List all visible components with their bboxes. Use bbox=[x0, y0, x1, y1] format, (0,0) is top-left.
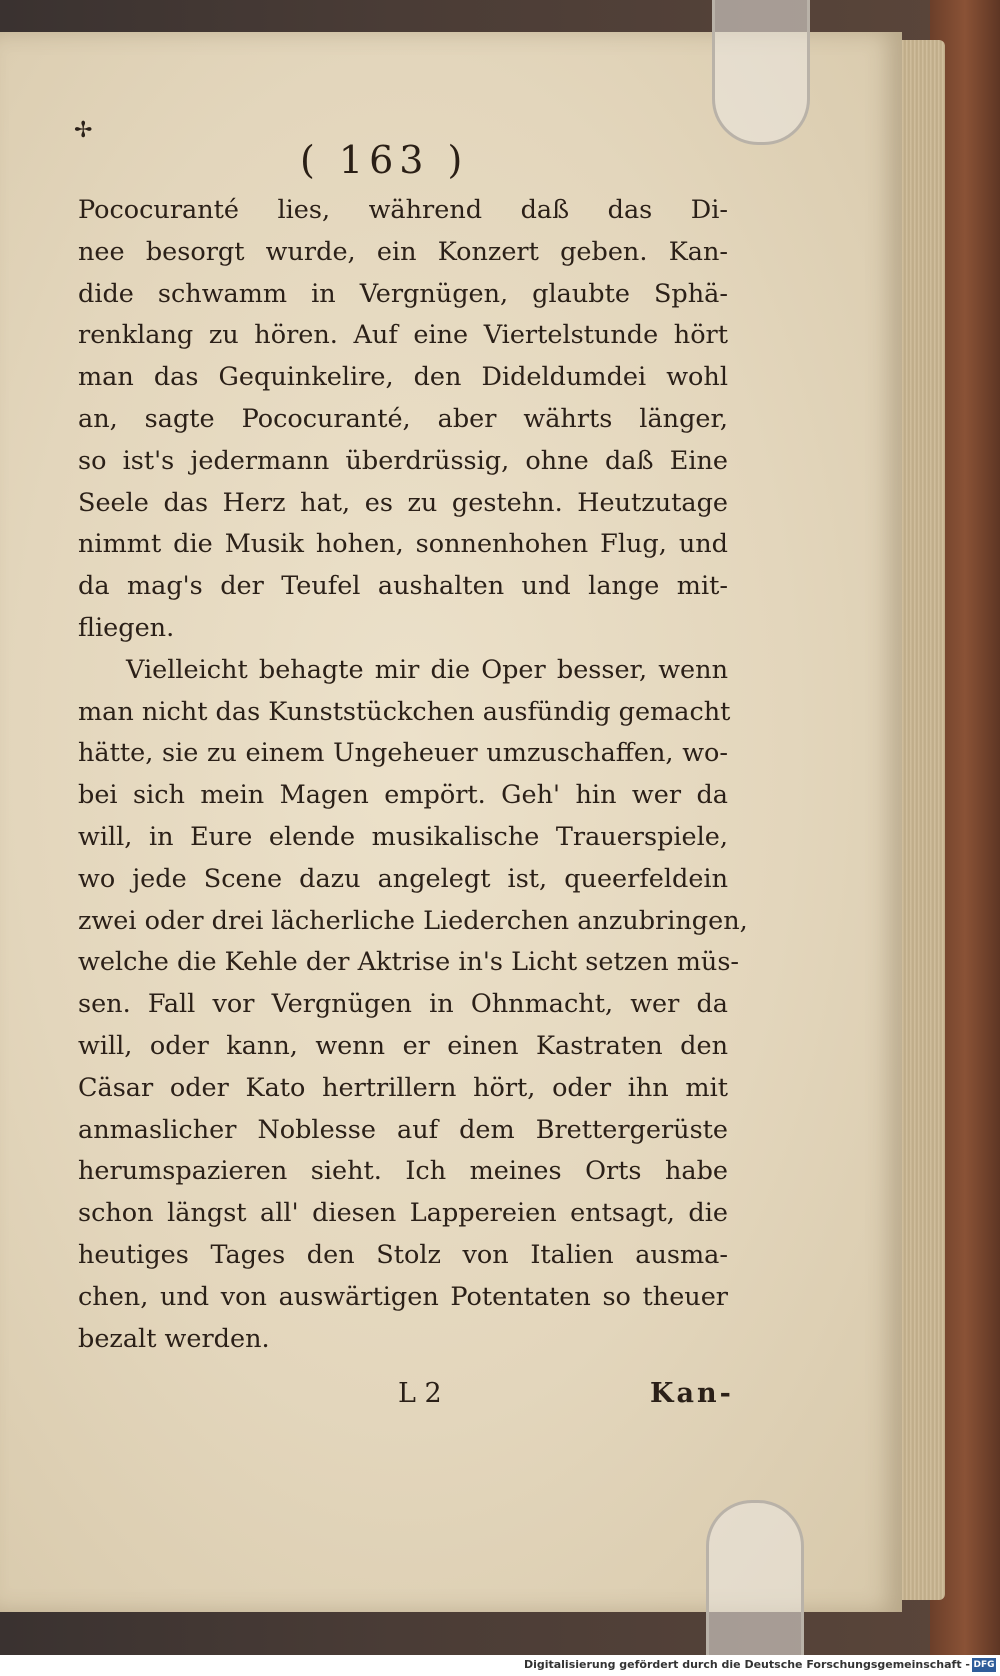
text-line: nee besorgt wurde, ein Konzert geben. Kan- bbox=[78, 236, 728, 267]
text-line: zwei oder drei lächerliche Liederchen anzubringen, bbox=[78, 905, 748, 936]
text-line: sen. Fall vor Vergnügen in Ohnmacht, wer da bbox=[78, 989, 728, 1020]
catchword: Kan- bbox=[650, 1378, 734, 1409]
text-line: so ist's jedermann überdrüssig, ohne daß Eine bbox=[78, 445, 728, 476]
text-line: man nicht das Kunststückchen ausfündig gemacht bbox=[78, 696, 731, 727]
page-number: ( 163 ) bbox=[300, 138, 469, 182]
text-line: will, oder kann, wenn er einen Kastraten den bbox=[78, 1030, 728, 1061]
text-line: welche die Kehle der Aktrise in's Licht setzen müs- bbox=[78, 947, 740, 978]
text-line: dide schwamm in Vergnügen, glaubte Sphä- bbox=[78, 278, 728, 309]
text-line: Cäsar oder Kato hertrillern hört, oder ihn mit bbox=[78, 1072, 728, 1103]
text-line: bezalt werden. bbox=[78, 1323, 270, 1354]
text-line: bei sich mein Magen empört. Geh' hin wer da bbox=[78, 780, 728, 811]
text-line: nimmt die Musik hohen, sonnenhohen Flug, und bbox=[78, 529, 728, 560]
footer-bar bbox=[0, 1655, 1000, 1676]
dfg-logo: DFG bbox=[973, 1660, 995, 1670]
text-line: heutiges Tages den Stolz von Italien ausma- bbox=[78, 1239, 728, 1270]
text-line: fliegen. bbox=[78, 612, 175, 643]
printer-mark: ✢ bbox=[74, 118, 93, 143]
text-line: chen, und von auswärtigen Potentaten so theuer bbox=[78, 1281, 728, 1312]
text-line: wo jede Scene dazu angelegt ist, queerfeldein bbox=[78, 863, 728, 894]
text-line: da mag's der Teufel aushalten und lange mit- bbox=[78, 571, 728, 602]
bottom-page-clip bbox=[706, 1500, 804, 1663]
text-line: Vielleicht behagte mir die Oper besser, wenn bbox=[126, 654, 728, 685]
text-line: Seele das Herz hat, es zu gestehn. Heutzutage bbox=[78, 487, 728, 518]
text-line: anmaslicher Noblesse auf dem Brettergerüste bbox=[78, 1114, 728, 1145]
text-line: hätte, sie zu einem Ungeheuer umzuschaffen, wo- bbox=[78, 738, 728, 769]
text-line: herumspazieren sieht. Ich meines Orts habe bbox=[78, 1156, 728, 1187]
body-text bbox=[78, 190, 748, 1360]
top-page-clip bbox=[712, 0, 810, 145]
text-line: schon längst all' diesen Lappereien entsagt, die bbox=[78, 1198, 728, 1229]
page-edges bbox=[895, 40, 945, 1600]
text-line: an, sagte Pococuranté, aber währts länger, bbox=[78, 403, 728, 434]
text-line: renklang zu hören. Auf eine Viertelstunde hört bbox=[78, 320, 728, 351]
funding-credit: Digitalisierung gefördert durch die Deutsche Forschungsgemeinschaft - bbox=[523, 1658, 970, 1671]
signature-mark: L 2 bbox=[398, 1378, 442, 1409]
text-line: Pococuranté lies, während daß das Di- bbox=[78, 195, 728, 225]
text-line: will, in Eure elende musikalische Trauerspiele, bbox=[78, 821, 728, 852]
text-line: man das Gequinkelire, den Dideldumdei wohl bbox=[78, 362, 728, 393]
